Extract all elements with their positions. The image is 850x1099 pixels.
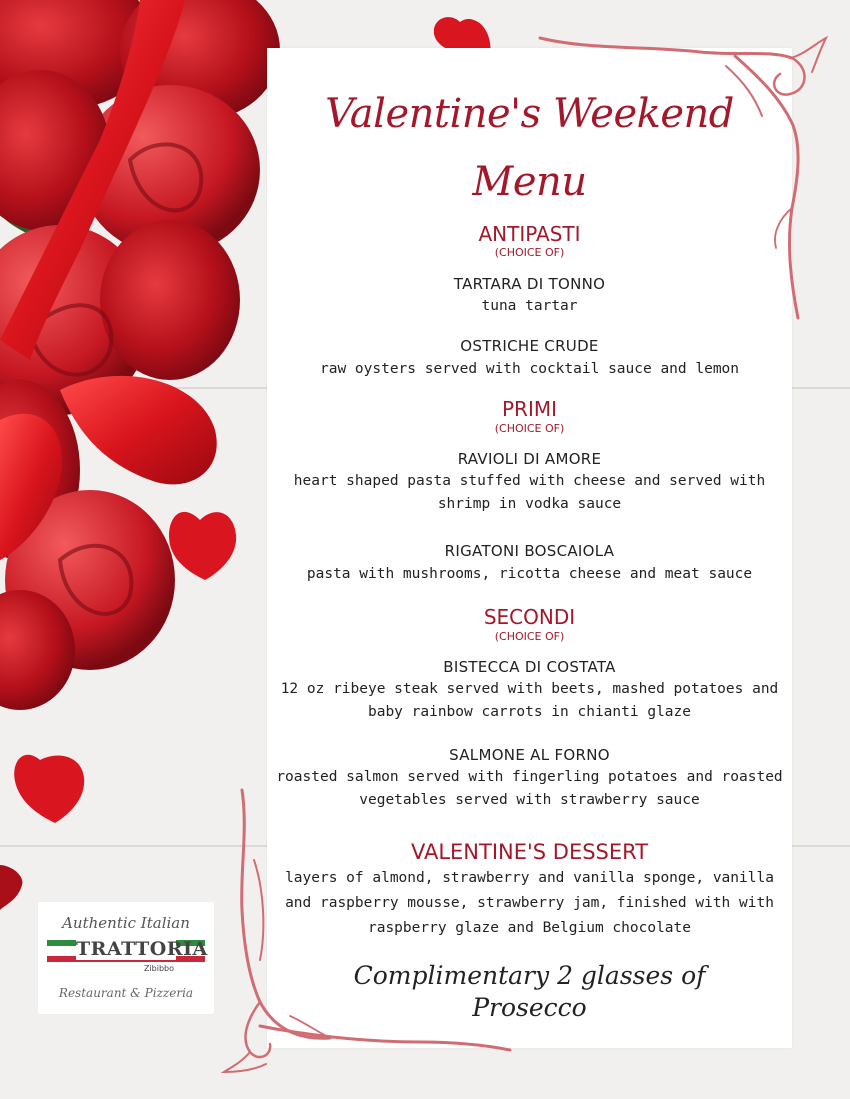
- section-sub-secondi: (CHOICE OF): [494, 630, 565, 643]
- logo-name: TRATTORIA: [76, 938, 208, 960]
- menu-item-desc: heart shaped pasta stuffed with cheese and served with: [293, 473, 766, 489]
- section-heading-primi: PRIMI: [501, 397, 557, 421]
- logo-brand: Zibibbo: [143, 964, 174, 973]
- menu-item-name: SALMONE AL FORNO: [449, 746, 610, 764]
- menu-item-name: BISTECCA DI COSTATA: [443, 658, 616, 676]
- restaurant-logo: [38, 902, 214, 1014]
- menu-item-desc: tuna tartar: [481, 298, 578, 314]
- logo-tagline: Authentic Italian: [62, 914, 190, 932]
- menu-item-desc: layers of almond, strawberry and vanilla sponge, vanilla: [285, 870, 774, 886]
- menu-item-desc: 12 oz ribeye steak served with beets, mashed potatoes and: [280, 681, 779, 697]
- menu-item-desc: and raspberry mousse, strawberry jam, finished with with: [285, 895, 774, 911]
- menu-item-desc: vegetables served with strawberry sauce: [359, 792, 700, 808]
- heart-candy-icon: [14, 755, 84, 823]
- menu-item-desc: raw oysters served with cocktail sauce and lemon: [319, 361, 740, 377]
- menu-item-name: TARTARA DI TONNO: [453, 275, 606, 293]
- menu-title-line1: Valentine's Weekend: [325, 91, 734, 137]
- menu-card: [267, 48, 792, 1048]
- section-sub-primi: (CHOICE OF): [494, 422, 565, 435]
- section-sub-antipasti: (CHOICE OF): [494, 246, 565, 259]
- menu-item-desc: roasted salmon served with fingerling potatoes and roasted: [276, 769, 783, 785]
- menu-title-line2: Menu: [472, 159, 587, 205]
- section-heading-dessert: VALENTINE'S DESSERT: [410, 840, 649, 864]
- menu-item-desc: shrimp in vodka sauce: [437, 496, 622, 512]
- menu-item-desc: pasta with mushrooms, ricotta cheese and meat sauce: [306, 566, 753, 582]
- heart-candy-icon: [169, 512, 236, 580]
- closing-line2: Prosecco: [472, 993, 587, 1022]
- logo-subtitle: Restaurant & Pizzeria: [58, 986, 194, 1000]
- menu-item-name: RAVIOLI DI AMORE: [457, 450, 602, 468]
- menu-item-desc: baby rainbow carrots in chianti glaze: [367, 704, 691, 720]
- closing-line1: Complimentary 2 glasses of: [353, 961, 706, 990]
- section-heading-secondi: SECONDI: [483, 605, 576, 629]
- menu-item-desc: raspberry glaze and Belgium chocolate: [367, 920, 691, 936]
- menu-item-name: RIGATONI BOSCAIOLA: [444, 542, 615, 560]
- section-heading-antipasti: ANTIPASTI: [478, 222, 581, 246]
- menu-item-name: OSTRICHE CRUDE: [460, 337, 599, 355]
